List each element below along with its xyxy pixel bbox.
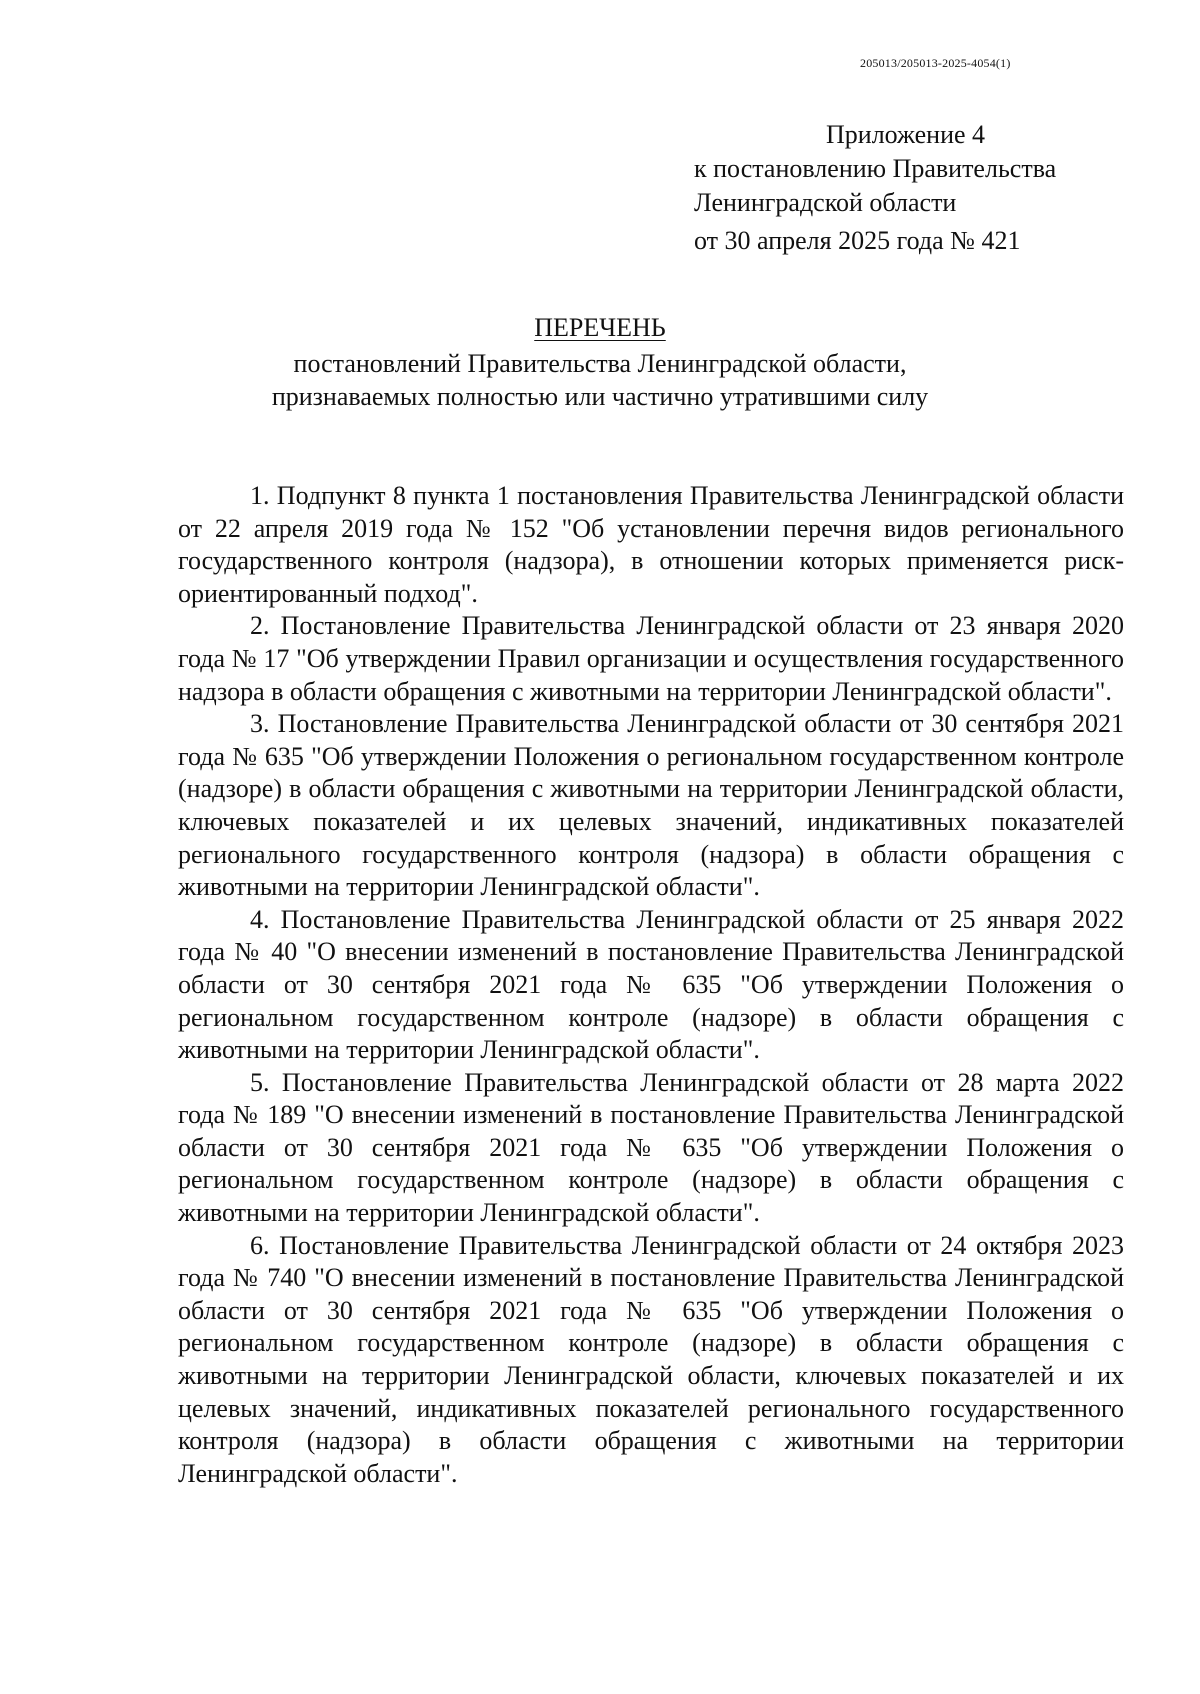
document-subtitle-line-1: постановлений Правительства Ленинградской области,: [293, 349, 907, 378]
appendix-resolution-line: к постановлению Правительства: [694, 154, 1057, 183]
appendix-region-line: Ленинградской области: [694, 188, 957, 217]
document-subtitle-line-2: признаваемых полностью или частично утратившими силу: [271, 382, 929, 411]
resolutions-list: [178, 480, 1124, 1490]
list-item: 1. Подпункт 8 пункта 1 постановления Правительства Ленинградской области от 22 апреля 2019 года № 152 "Об установлении перечня видов регионального государственного контроля (надзора), в отношении которых применяется риск-ориентированный подход".: [178, 481, 1124, 608]
document-title-block: [0, 311, 1200, 413]
list-item: 6. Постановление Правительства Ленинградской области от 24 октября 2023 года № 740 "О внесении изменений в постановление Правительства Ленинградской области от 30 сентября 2021 года № 635 "Об утверждении Положения о региональном государственном контроле (надзоре) в области обращения с животными на территории Ленинградской области, ключевых показателей и их целевых значений, индикативных показателей регионального государственного контроля (надзора) в области обращения с животными на территории Ленинградской области".: [178, 1230, 1124, 1488]
document-id: 205013/205013-2025-4054(1): [860, 56, 1011, 70]
list-item: 4. Постановление Правительства Ленинградской области от 25 января 2022 года № 40 "О внесении изменений в постановление Правительства Ленинградской области от 30 сентября 2021 года № 635 "Об утверждении Положения о региональном государственном контроле (надзоре) в области обращения с животными на территории Ленинградской области".: [178, 904, 1124, 1065]
appendix-number: Приложение 4: [826, 120, 986, 149]
appendix-date-number: от 30 апреля 2025 года № 421: [694, 226, 1021, 255]
list-item: 5. Постановление Правительства Ленинградской области от 28 марта 2022 года № 189 "О внесении изменений в постановление Правительства Ленинградской области от 30 сентября 2021 года № 635 "Об утверждении Положения о региональном государственном контроле (надзоре) в области обращения с животными на территории Ленинградской области".: [178, 1067, 1124, 1228]
document-heading: ПЕРЕЧЕНЬ: [534, 313, 666, 342]
list-item: 3. Постановление Правительства Ленинградской области от 30 сентября 2021 года № 635 "Об утверждении Положения о региональном государственном контроле (надзоре) в области обращения с животными на территории Ленинградской области, ключевых показателей и их целевых значений, индикативных показателей регионального государственного контроля (надзора) в области обращения с животными на территории Ленинградской области".: [178, 709, 1124, 902]
list-item: 2. Постановление Правительства Ленинградской области от 23 января 2020 года № 17 "Об утверждении Правил организации и осуществления государственного надзора в области обращения с животными на территории Ленинградской области".: [178, 611, 1124, 706]
appendix-reference: [694, 118, 1056, 258]
